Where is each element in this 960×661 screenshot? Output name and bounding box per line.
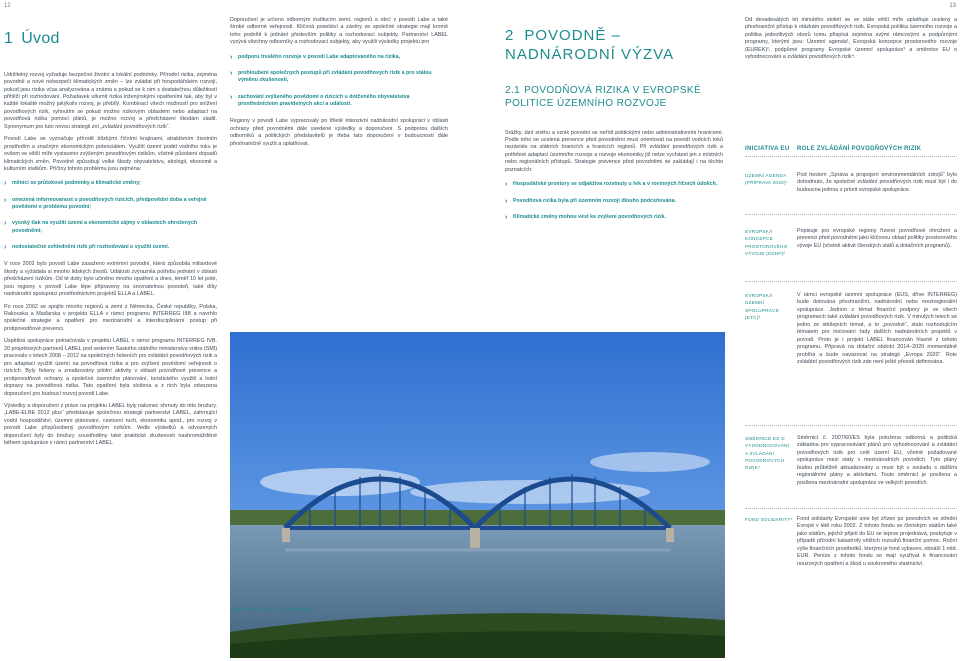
table-row xyxy=(745,435,957,487)
table-row-text: Směrnicí č. 2007/60/ES byla položena odborná a politická základna pro vypracovávání plánů pro vyhodnocování a zvládání povodňových rizik pro celé území EU, včetně požadované spolupráce mezi státy v mezinárodních povodích. Tyto plány budou průběžně aktualizovány a musí být v souladu s dalšími regionálními plány a aktivitami. Touto směrnicí je posílena a posílena mezinárodní spolupráce ve velkých povodích. xyxy=(797,435,957,486)
section2-column xyxy=(505,17,723,231)
chapter-title: POVODNĚ – NADNÁRODNÍ VÝZVA xyxy=(505,27,675,63)
table-header-cell: INICIATIVA EU xyxy=(745,146,790,152)
list-item: › nedostatečné zohlednění rizik při rozhodování o využití území. xyxy=(4,244,217,251)
intro-paragraph: Udržitelný rozvoj vyžaduje bezpečné životní a lokální podmínky. Přírodní rizika, zejména povodně a nové nebezpečí klimatických změn – lze zvládat při hospodářském rozvoji, pokud jsou rizika včas analyzována a známa a pokud se k nim s dostatečnou důležitostí přihlíží při rozhodování. Požadavek utlumit rizika inženýrskými opatřeními tak, aby byl v každé lokalitě možný jakýkoliv rozvoj, je přebílý. Kombinací všech možností pro snížení povodňových rizik, vyhnutím se pokud možno rizikovým oblastem nebo adaptací na povodňová rizika pomocí plánů, je možno rozvoj a předcházení škodám sladit. Synonymum pro tuto novou strategii zní „zvládání povodňových rizik“. xyxy=(4,71,217,130)
section-heading xyxy=(505,84,723,110)
regions-paragraph: Regiony v povodí Labe vypracovaly po třiletě intenzivní nadnárodní spolupráci v oblasti ochrany před povodněmi dále uvedené výsledky a doporučení. S podporou dalších odborníků a politických představitelů je třeba tato doporučení v budoucnosti dále přeshraničně využít a uplatňovat. xyxy=(230,118,448,147)
table-header-cell: ROLE ZVLÁDÁNÍ POVODŇOVÝCH RIZIK xyxy=(797,146,922,152)
eu-policy-paragraph: Od devadesátých let minulého století se ve stále větší míře uplatňuje ucelený a přeshraniční přístup k otázkám povodňových rizik. Evropská politika územního rozvoje a politika jednotlivých oborů tomu přispívá zejména svými rámcovými a podpůrnými programy, kterými jsou: Územní agenda¹, Evropská koncepce prostorového rozvoje (EUREK)², podpůrné programy Evropské územní spolupráce³ a směrnice EU o vyhodnocování a zvládání povodňových rizik⁴. xyxy=(745,17,957,61)
table-row-label: EVROPSKÁ ÚZEMNÍ SPOLUPRÁCE (ETC)³ xyxy=(745,293,780,320)
goals-list xyxy=(230,54,448,108)
section-paragraph: Srážky, tání sněhu a vznik povodní se neřídí politickými nebo administrativními hranicemi. Podle toho se ucelená prevence před povodněmi musí orientovat na povodí vodních toků nezávisle na státních hranicích a hranicích regionů. Při zvládání povodňových rizik a potřebné adaptaci územního rozvoje a rozvoje ekonomiky již nelze vycházet jen z místních nebo regionálních přístupů. Strategie prevence před povodněmi se zakládají i na těchto poznatcích: xyxy=(505,129,723,173)
chapter-title: Úvod xyxy=(21,30,60,47)
section-number: 2.1 xyxy=(505,84,521,96)
intro-paragraph: Výsledky a doporučení z práce na projektu LABEL byly nakonec shrnuty do této brožury. „LABE-ELBE 2012 plus“ představuje společnou strategii partnerství LABEL, zahrnující vodní hospodářství, územní plánování, cestovní ruch, ekonomiku apod., pro rozvoj v povodí Labe přizpůsobený povodňovým rizikům. Vedle výsledků a odvozených doporučení byly do brožury soustředěny také praktické zkušenosti nashromážděné během spolupráce v rámci partnerství LABEL. xyxy=(4,402,217,447)
middle-column xyxy=(230,17,448,153)
table-row-label: EVROPSKÁ KONCEPCE PROSTOROVÉHO VÝVOJE (ESDP)² xyxy=(745,229,788,256)
chapter-heading-intro xyxy=(4,30,217,48)
table-row-text: Pod heslem „Správa a propojení environmentálních zdrojů“ bylo dohodnuto, že společné zvládání povodňových rizik musí být i do budoucna jednou z priorit evropské spolupráce. xyxy=(797,172,957,193)
intro-paragraph: Úspěšná spolupráce pokračovala v projektu LABEL v rámci programu INTERREG IVB. 20 projektových partnerů LABEL pod vedením Saského státního ministerstva vnitra (SMI) pracovalo v letech 2008 – 2012 na společných řešeních pro zvládání povodňových rizik a pro adaptaci využití území na povodňová rizika a pro zvýšení povědomí veřejnosti o rizicích. Byly řešeny a zrealizovány pilotní aktivity v oblasti povodňové prevence a protipovodňové ochrany a společné územního plánování, turistického využití a lodní dopravy na povodňová rizika. Tato opatření byla složena a z nich byla odvozena doporučení pro budoucí rozvoj povodí Labe. xyxy=(4,338,217,397)
table-row-text: Popisuje pro evropské regiony řízené povodňové ohrožení a prevenci před povodněmi jako klíčovou oblast politiky prostorového vývoje EU (včetně aktivit členských států a dotačních programů). xyxy=(797,228,958,249)
table-row-text: V rámci evropské územní spolupráce (EÚS, dříve INTERREG) bude dotována přeshraniční, nadnárodní nebo meziregionální spolupráce. Jedním z témat finanční podpory je ve všech programech také zvládání povodňových rizik. V minulých letech se jedno ze stěžejních témat, a to „povodně“, stalo rozhodujícím tématem pro iniciování řady dalších nadnárodních projektů v povodí. Proto je i projekt LABEL financován hlavně z tohoto programu. Připravá na dotační období 2014–2020 momentálně probíhá a bude navazovat na strategii „Evropa 2020“. Role zvládání povodňových rizik zde není ještě přesně definována. xyxy=(797,292,957,366)
table-divider xyxy=(745,508,957,509)
recommendation-paragraph: Doporučení je určeno odborným institucím zemí, regionů a obcí v povodí Labe a také široké odborné veřejnosti. Klíčová poselství a závěry ze společné strategie mají kromě toho podnítit k jednání především politiky a rozhodovací subjekty. Partnerství LABEL vyzývá všechny odborníky a rozhodovací subjekty, aby využili výsledky projektu pro xyxy=(230,17,448,46)
list-item: › omezená informovanost o povodňových rizicích, předpovědní doba a veřejné povědomí o problému povodní; xyxy=(4,197,217,212)
page-number-left: 12 xyxy=(4,3,11,9)
intro-paragraph: Povodí Labe se vyznačuje přírodě blízkými říčními krajinami, atraktivním životním prostředím a značným ekonomickým potenciálem. Využití území podél vodního toku je ovšem ve větší míře vystaveno zvýšeným povodňovým rizikům, včetně působení dopadů klimatických změn. Povodně způsobují velké škody obyvatelstvu, ekologii, ekonomii a kulturním statkům. Příčiny tohoto problému jsou zejména: xyxy=(4,136,217,173)
list-item: › měnící se průtokové podmínky a klimatické změny; xyxy=(4,180,217,187)
table-row-label: SMĚRNICE ES O VYHODNOCOVÁNÍ A ZVLÁDÁNÍ POVODŇOVÝCH RIZIK⁴ xyxy=(745,436,790,471)
table-row xyxy=(745,172,957,194)
list-item: › Povodňová rizika byla při územním rozvoji dlouho podceňována. xyxy=(505,198,723,205)
intro-paragraph: V roce 2002 bylo povodí Labe zasaženo extrémní povodní, která způsobila miliardové škody a vyžádala si mnoho lidských životů. Události zvýraznila potřebu jednání v oblasti předcházení rizikům. Od té doby bylo učiněno mnoho opatření a dnes, téměř 10 let poté, jsou regiony v povodí Labe lépe připraveny na srovnatelnou povodeň, také díky nadnárodní spolupráci prostřednictvím projektů ELLA a LABEL. xyxy=(4,261,217,298)
table-row-text: Fond solidarity Evropské unie byl zřízen po povodních ve střední Evropě v létě roku 2002. Z tohoto fondu se členským státům také jako státům, jejichž přijetí do EU se teprve projednává, poskytuje v případě přírodní katastrofy větších rozsahů finanční pomoc. Roční výše finančních prostředků, kterými je fond vybaven, obnáší 1 mld. EUR. Peníze z tohoto fondu se mají využívat k financování nouzových opatření a škod u soukromého vlastnictví. xyxy=(797,516,957,567)
intro-paragraph: Po roce 2002 se spojilo mnoho regionů a zemí z Německa, České republiky, Polska, Rakouska a Maďarska v projektu ELLA v rámci programu INTERREG IIIB a navrhlo společné strategie a opatření pro mezinárodní a interdisciplinární postup při protipovodňové prevenci. xyxy=(4,303,217,332)
photo-caption: MOST PŘES LABE V MAGDEBURKU xyxy=(230,607,317,612)
chapter-number: 1 xyxy=(4,30,14,47)
eu-initiatives-table-header xyxy=(745,145,957,153)
list-item: › vysoký tlak na využití území a ekonomické zájmy v oblastech ohrožených povodněmi; xyxy=(4,220,217,235)
table-divider xyxy=(745,214,957,215)
section-title: POVODŇOVÁ RIZIKA V EVROPSKÉ POLITICE ÚZEMNÍHO ROZVOJE xyxy=(505,84,702,109)
page-number-right: 13 xyxy=(949,3,956,9)
causes-list xyxy=(4,180,217,251)
table-row xyxy=(745,228,957,257)
table-divider xyxy=(745,281,957,282)
table-row-label: FOND SOLIDARITY⁵ xyxy=(745,517,793,522)
right-column xyxy=(745,17,957,67)
table-divider xyxy=(745,156,957,157)
intro-column xyxy=(4,17,217,453)
list-item: › podporu trvalého rozvoje v povodí Labe adaptovaného na rizika, xyxy=(230,54,448,61)
table-divider xyxy=(745,425,957,426)
table-row-label: ÚZEMNÍ AGENDA (PŘÍPRAVA 2020)¹ xyxy=(745,173,788,186)
chapter-number: 2 xyxy=(505,27,515,44)
table-row xyxy=(745,516,957,568)
table-row xyxy=(745,292,957,367)
list-item: › prohloubení společných postupů při zvládání povodňových rizik a pro stálou výměnu zkušeností, xyxy=(230,70,448,85)
list-item: › Hospodářské prostory se odjakživa rozvinuly u řek a v rovinných říčních údolích. xyxy=(505,181,723,188)
chapter-heading-floods xyxy=(505,27,723,65)
insights-list xyxy=(505,181,723,221)
list-item: › zachování zvýšeného povědomí o rizicích u dotčeného obyvatelstva prostřednictvím pravidelných akcí a událostí. xyxy=(230,94,448,109)
list-item: › Klimatické změny mohou vést ke zvýšení povodňových rizik. xyxy=(505,214,723,221)
